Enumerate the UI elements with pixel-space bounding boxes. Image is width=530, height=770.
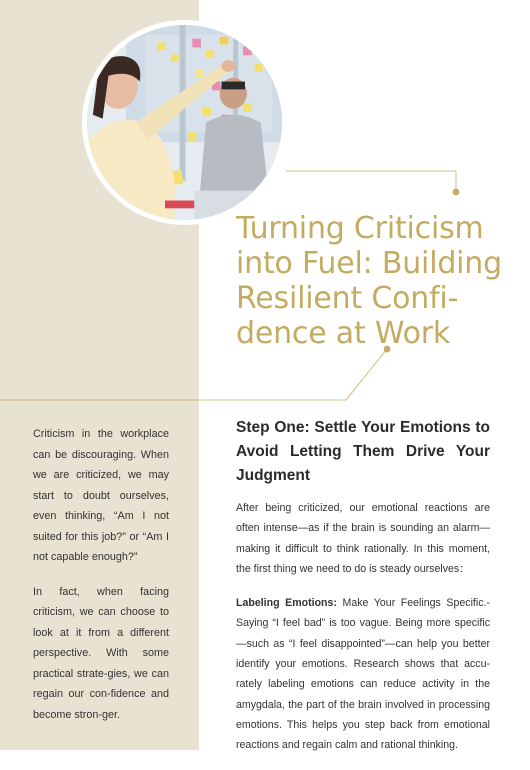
labeling-emotions-term: Labeling Emotions: <box>236 597 337 610</box>
main-content <box>236 416 490 770</box>
page-title <box>236 211 526 351</box>
labeling-emotions-body: Make Your Feelings Specific.-Saying “I feel bad” is too vague. Being more specific—such as “I feel disappointed”—can help you better identify your emotions. Research shows that accu-rately labeling emotions can reduce activity in the amygdala, the part of the brain involved in processing emotions. This helps you step back from emotional reactions and regain calm and rational thinking. <box>236 597 490 752</box>
perspective-paragraph: In fact, when facing criticism, we can choose to look at it from a different perspective. With some practical strate-gies, we can regain our con-fidence and become stron-ger. <box>33 585 169 721</box>
step-one-heading: Step One: Settle Your Emotions to Avoid Letting Them Drive Your Judgment <box>236 419 490 484</box>
title-line: Resilient Confi- <box>236 281 459 316</box>
title-line: into Fuel: Building <box>236 246 502 281</box>
step-one-intro: After being criticized, our emotional reactions are often intense—as if the brain is sounding an alarm—making it difficult to think rationally. In this moment, the first thing we need to do is steady ourselves： <box>236 502 490 575</box>
labeling-emotions-paragraph <box>236 593 490 755</box>
title-line: Turning Criticism <box>236 211 484 246</box>
sidebar-text <box>33 424 169 739</box>
title-line: dence at Work <box>236 316 451 351</box>
intro-paragraph: Criticism in the workplace can be discouraging. When we are criticized, we may start to doubt ourselves, even thinking, “Am I not suited for this job?” or “Am I not capable enough?” <box>33 428 169 563</box>
